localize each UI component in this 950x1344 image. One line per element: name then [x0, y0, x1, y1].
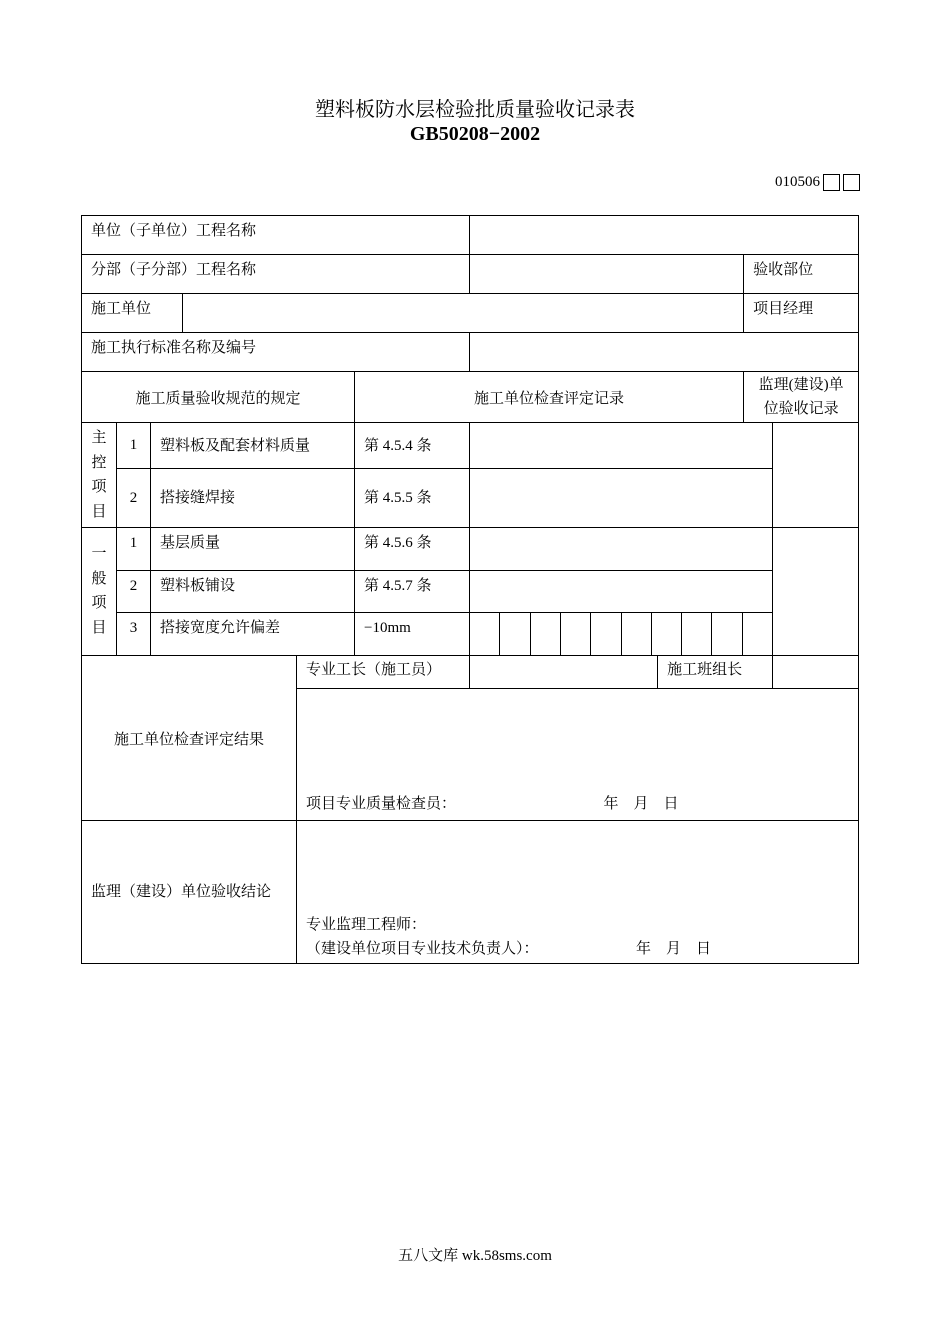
measure-cell[interactable] [682, 613, 712, 655]
measure-cell[interactable] [712, 613, 742, 655]
main-supervision-record[interactable] [773, 423, 859, 528]
supervision-header-line1: 监理(建设)单 [758, 377, 844, 393]
construction-unit-label: 施工单位 [82, 294, 183, 333]
general-char-3: 项 [91, 595, 107, 611]
measure-cell[interactable] [500, 613, 530, 655]
main-control-char-4: 目 [91, 503, 107, 520]
measure-cell[interactable] [652, 613, 682, 655]
measure-cell[interactable] [591, 613, 621, 655]
general-char-4: 目 [91, 619, 107, 636]
main-control-char-1: 主 [91, 430, 107, 446]
check-result-area[interactable] [297, 689, 859, 821]
construction-unit-value[interactable] [183, 294, 744, 333]
main-item-clause: 第 4.5.4 条 [355, 423, 470, 469]
check-record-header: 施工单位检查评定记录 [355, 372, 744, 423]
general-item-no: 1 [117, 528, 151, 571]
form-code-text: 010506 [775, 174, 820, 190]
conclusion-label: 监理（建设）单位验收结论 [82, 821, 297, 964]
general-item-no: 3 [117, 613, 151, 656]
unit-project-name-value[interactable] [470, 216, 859, 255]
foreman-value[interactable] [470, 656, 658, 689]
general-item-name: 搭接宽度允许偏差 [151, 613, 355, 656]
supervision-engineer-label: 专业监理工程师： [306, 917, 427, 933]
main-item-no: 2 [117, 469, 151, 528]
measure-cell[interactable] [561, 613, 591, 655]
general-char-1: 一 [91, 546, 107, 562]
measure-cell[interactable] [743, 613, 772, 655]
unit-project-name-label: 单位（子单位）工程名称 [82, 216, 470, 255]
project-manager-label: 项目经理 [744, 294, 859, 333]
main-item-name: 塑料板及配套材料质量 [151, 423, 355, 469]
general-char-2: 般 [91, 570, 107, 587]
main-control-char-2: 控 [91, 454, 107, 471]
code-box-2[interactable] [843, 174, 860, 191]
quality-inspector-label: 项目专业质量检查员： [306, 796, 457, 812]
foreman-label: 专业工长（施工员） [297, 656, 470, 689]
footer-watermark: 五八文库 wk.58sms.com [398, 1248, 552, 1264]
main-item-name: 搭接缝焊接 [151, 469, 355, 528]
sub-project-name-label: 分部（子分部）工程名称 [82, 255, 470, 294]
main-item-record[interactable] [470, 423, 773, 469]
conclusion-area[interactable] [297, 821, 859, 964]
supervision-header-line2: 位验收记录 [763, 401, 839, 417]
check-result-label: 施工单位检查评定结果 [82, 656, 297, 821]
general-item-name: 基层质量 [151, 528, 355, 571]
code-box-1[interactable] [823, 174, 840, 191]
check-result-date: 年 月 日 [603, 796, 679, 812]
inspection-table [81, 215, 859, 964]
general-item-name: 塑料板铺设 [151, 571, 355, 613]
team-leader-value[interactable] [773, 656, 859, 689]
sub-project-name-value[interactable] [470, 255, 744, 294]
general-item-record[interactable] [470, 528, 773, 571]
standard-name-label: 施工执行标准名称及编号 [82, 333, 470, 372]
general-item-clause: 第 4.5.7 条 [355, 571, 470, 613]
owner-rep-label: （建设单位项目专业技术负责人）： [306, 941, 539, 957]
main-item-record[interactable] [470, 469, 773, 528]
main-item-no: 1 [117, 423, 151, 469]
measure-cell[interactable] [470, 613, 500, 655]
form-code [775, 172, 860, 192]
team-leader-label: 施工班组长 [658, 656, 773, 689]
main-item-clause: 第 4.5.5 条 [355, 469, 470, 528]
tolerance-measure-grid [470, 613, 773, 656]
general-item-no: 2 [117, 571, 151, 613]
main-control-char-3: 项 [91, 479, 107, 495]
general-label [82, 528, 117, 656]
acceptance-part-label: 验收部位 [744, 255, 859, 294]
supervision-record-header [744, 372, 859, 423]
general-supervision-record[interactable] [773, 528, 859, 656]
standard-name-value[interactable] [470, 333, 859, 372]
general-item-clause: −10mm [355, 613, 470, 656]
measure-cell[interactable] [622, 613, 652, 655]
spec-header: 施工质量验收规范的规定 [82, 372, 355, 423]
form-title: 塑料板防水层检验批质量验收记录表 [315, 97, 635, 121]
measure-cell[interactable] [531, 613, 561, 655]
general-item-clause: 第 4.5.6 条 [355, 528, 470, 571]
main-control-label [82, 423, 117, 528]
general-item-record[interactable] [470, 571, 773, 613]
standard-number: GB50208−2002 [409, 123, 541, 145]
conclusion-date: 年 月 日 [636, 941, 712, 957]
